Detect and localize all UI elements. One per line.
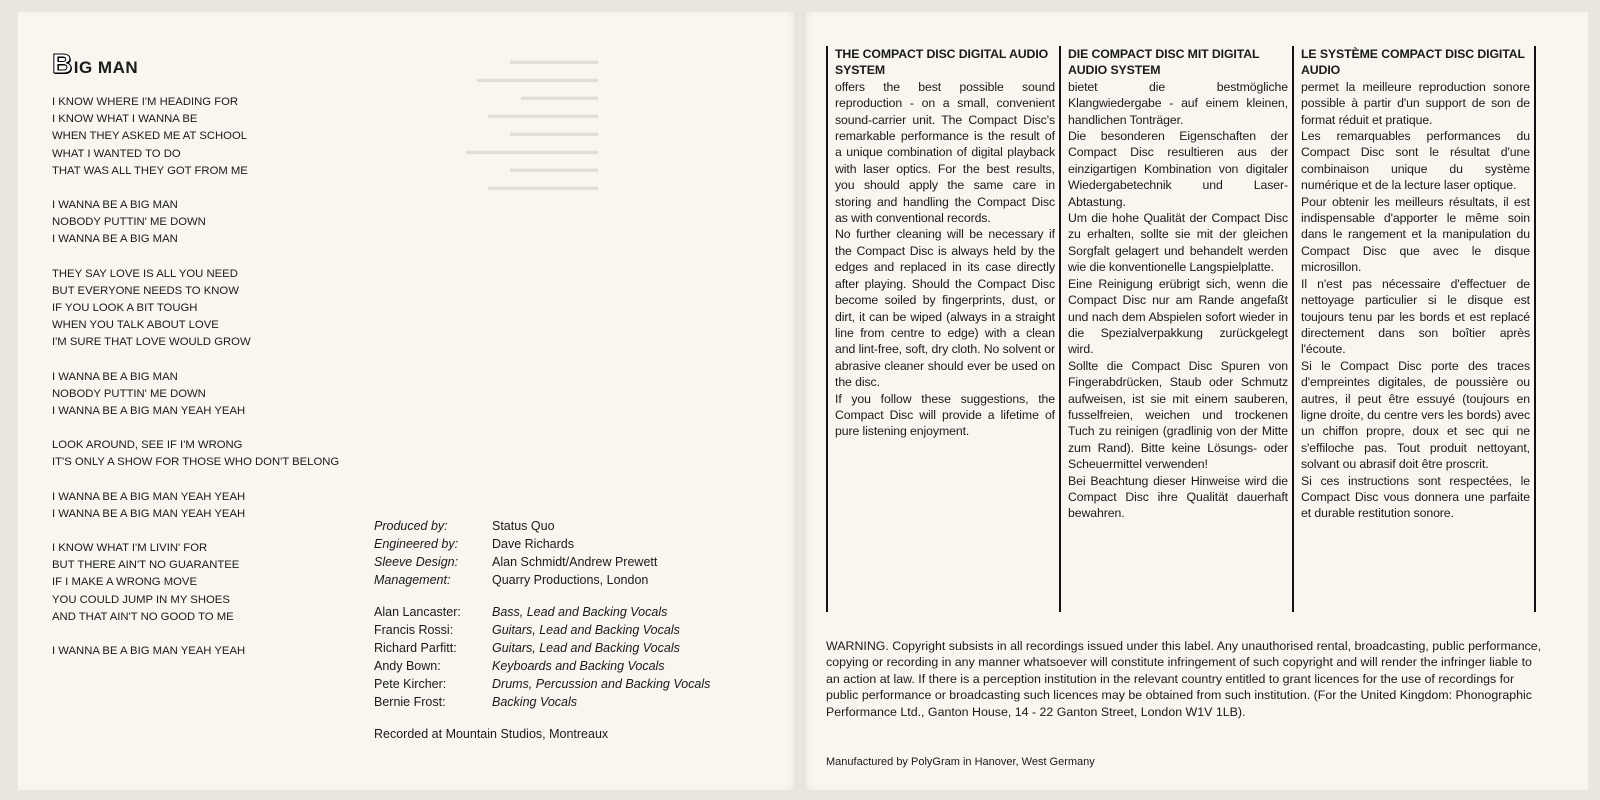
english-paragraph: If you follow these suggestions, the Compact Disc will provide a lifetime of pure listening enjoyment. — [835, 391, 1055, 439]
lyric-stanza — [52, 437, 432, 471]
credit-role: Produced by: — [374, 519, 448, 533]
french-paragraph: Les remarquables performances du Compact Disc sont le résultat d'une combinaison unique du système numérique et de la lecture laser optique. — [1301, 129, 1530, 193]
lyric-line: I'M SURE THAT LOVE WOULD GROW — [52, 336, 251, 349]
lyric-line: I KNOW WHAT I WANNA BE — [52, 113, 198, 126]
band-members — [374, 603, 710, 711]
member-role: Bass, Lead and Backing Vocals — [492, 605, 668, 619]
bleed-through-text: ▬▬▬▬▬▬▬▬ ▬▬▬▬▬▬▬▬▬▬▬ ▬▬▬▬▬▬▬ ▬▬▬▬▬▬▬▬▬▬ ▬▬▬▬▬▬▬▬ ▬▬▬▬▬▬▬▬▬▬▬▬ ▬▬▬▬▬▬▬▬ ▬▬▬▬▬▬▬▬▬▬ — [466, 55, 598, 193]
title-initial: B — [52, 48, 73, 79]
lyric-line: I KNOW WHERE I'M HEADING FOR — [52, 96, 239, 108]
credit-name: Quarry Productions, London — [492, 573, 649, 587]
english-paragraphs — [835, 79, 1055, 440]
lyric-stanza — [52, 94, 432, 180]
german-title: DIE COMPACT DISC MIT DIGITAL AUDIO SYSTEM — [1068, 47, 1260, 78]
manufacturer-note: Manufactured by PolyGram in Hanover, West Germany — [826, 756, 1095, 768]
album-credits — [374, 517, 710, 741]
english-paragraph: offers the best possible sound reproduction - on a small, convenient sound-carrier unit. The Compact Disc's remarkable performance is the result of a unique combination of digital playback with laser optics. For the best results, you should apply the same care in storing and handling the Compact Disc as with conventional records. — [835, 79, 1055, 226]
credit-row — [374, 517, 710, 535]
lyric-line: I WANNA BE A BIG MAN YEAH YEAH — [52, 405, 246, 418]
member-role: Keyboards and Backing Vocals — [492, 659, 665, 673]
member-role: Drums, Percussion and Backing Vocals — [492, 677, 711, 691]
german-paragraph: Die besonderen Eigenschaften der Compact Disc resultieren aus der einzigartigen Kombination von digitaler Wiedergabetechnik und Laser-Abtastung. — [1068, 129, 1288, 209]
member-name: Pete Kircher: — [374, 677, 447, 691]
lyric-line: YOU COULD JUMP IN MY SHOES — [52, 593, 230, 606]
french-paragraph: Il n'est pas nécessaire d'effectuer de nettoyage particulier si le disque est toujours tenu par les bords et est replacé directement dans son boîtier après l'écoute. — [1301, 276, 1530, 357]
lyric-stanza — [52, 369, 432, 421]
french-column — [1292, 46, 1536, 612]
credit-role: Sleeve Design: — [374, 555, 459, 569]
member-row — [374, 621, 710, 639]
lyric-line: IF YOU LOOK A BIT TOUGH — [52, 302, 198, 315]
lyric-line: NOBODY PUTTIN' ME DOWN — [52, 216, 206, 229]
lyric-line: I WANNA BE A BIG MAN — [52, 233, 178, 246]
lyric-line: WHEN THEY ASKED ME AT SCHOOL — [52, 130, 248, 143]
credit-name: Status Quo — [492, 519, 555, 533]
lyric-line: I WANNA BE A BIG MAN — [52, 199, 178, 212]
lyric-line: NOBODY PUTTIN' ME DOWN — [52, 387, 206, 400]
production-credits — [374, 517, 710, 589]
lyric-stanza — [52, 266, 432, 352]
french-paragraph: Si le Compact Disc porte des traces d'empreintes digitales, de poussière ou autres, il peut être essuyé (toujours en ligne droite, du centre vers les bords) avec un chiffon propre, doux et sec qui ne s'effiloche pas. Tout produit nettoyant, solvant ou abrasif doit être proscrit. — [1301, 358, 1530, 472]
member-name: Richard Parfitt: — [374, 641, 457, 655]
lyric-line: THEY SAY LOVE IS ALL YOU NEED — [52, 267, 238, 280]
credit-name: Alan Schmidt/Andrew Prewett — [492, 555, 658, 569]
lyric-line: WHEN YOU TALK ABOUT LOVE — [52, 319, 219, 332]
lyric-line: BUT THERE AIN'T NO GUARANTEE — [52, 559, 240, 572]
credit-row — [374, 553, 710, 571]
german-column — [1059, 46, 1292, 612]
english-column — [826, 46, 1059, 612]
credit-row — [374, 535, 710, 553]
member-role: Backing Vocals — [492, 695, 577, 709]
lyric-line: THAT WAS ALL THEY GOT FROM ME — [52, 164, 248, 177]
french-title: LE SYSTÈME COMPACT DISC DIGITAL AUDIO — [1301, 47, 1525, 78]
lyric-line: I WANNA BE A BIG MAN YEAH YEAH — [52, 490, 246, 503]
german-paragraph: Um die hohe Qualität der Compact Disc zu erhalten, sollte sie mit der gleichen Sorgfalt gelagert und behandelt werden wie die konventionelle Langspielplatte. — [1068, 211, 1288, 275]
french-paragraphs — [1301, 79, 1530, 522]
member-name: Francis Rossi: — [374, 623, 454, 637]
french-paragraph: Pour obtenir les meilleurs résultats, il est indispensable d'apporter le même soin dans le rangement et la manipulation du Compact Disc que avec le disque microsillon. — [1301, 194, 1530, 275]
member-row — [374, 603, 710, 621]
lyric-line: IT'S ONLY A SHOW FOR THOSE WHO DON'T BELONG — [52, 456, 340, 469]
credit-name: Dave Richards — [492, 537, 574, 551]
member-row — [374, 657, 710, 675]
german-paragraph: bietet die bestmögliche Klangwiedergabe - auf einem kleinen, handlichen Tonträger. — [1068, 79, 1288, 127]
cd-info-columns — [826, 46, 1536, 612]
english-title: THE COMPACT DISC DIGITAL AUDIO SYSTEM — [835, 47, 1049, 78]
title-rest: IG MAN — [73, 58, 139, 77]
credit-role: Engineered by: — [374, 537, 459, 551]
lyric-line: LOOK AROUND, SEE IF I'M WRONG — [52, 439, 243, 452]
lyrics-page — [18, 12, 798, 790]
lyric-line: I WANNA BE A BIG MAN — [52, 370, 178, 383]
copyright-warning: WARNING. Copyright subsists in all recordings issued under this label. Any unauthorised rental, broadcasting, public performance, copying or recording in any manner whatsoever will constitute infringement of such copyright and will render the infringer liable to an action at law. If there is a perception institution in the relevant country entitled to grant licences for the use of recordings for public performance or broadcasting such licences may be obtained from such institution. (For the United Kingdom: Phonographic Performance Ltd., Ganton House, 14 - 22 Ganton Street, London W1V 1LB). — [826, 639, 1542, 719]
member-name: Bernie Frost: — [374, 695, 446, 709]
lyric-line: I KNOW WHAT I'M LIVIN' FOR — [52, 542, 208, 555]
lyric-line: BUT EVERYONE NEEDS TO KNOW — [52, 284, 239, 297]
lyric-line: I WANNA BE A BIG MAN YEAH YEAH — [52, 507, 246, 520]
cd-info-page — [802, 12, 1588, 790]
member-role: Guitars, Lead and Backing Vocals — [492, 623, 680, 637]
german-paragraph: Bei Beachtung dieser Hinweise wird die Compact Disc ihre Qualität dauerhaft bewahren. — [1068, 473, 1288, 521]
recorded-at: Recorded at Mountain Studios, Montreaux — [374, 727, 609, 741]
french-paragraph: permet la meilleure reproduction sonore possible à partir d'un support de son de format réduit et pratique. — [1301, 79, 1530, 127]
english-paragraph: No further cleaning will be necessary if the Compact Disc is always held by the edges and replaced in its case directly after playing. Should the Compact Disc become soiled by fingerprints, dust, or dirt, it can be wiped (always in a straight line from centre to edge) with a clean and lint-free, soft, dry cloth. No solvent or abrasive cleaner should ever be used on the disc. — [835, 227, 1055, 390]
lyric-line: IF I MAKE A WRONG MOVE — [52, 576, 197, 589]
lyric-stanza — [52, 197, 432, 249]
credit-row — [374, 571, 710, 589]
german-paragraphs — [1068, 79, 1288, 522]
lyric-line: I WANNA BE A BIG MAN YEAH YEAH — [52, 645, 246, 658]
lyric-line: WHAT I WANTED TO DO — [52, 147, 181, 160]
german-paragraph: Sollte die Compact Disc Spuren von Fingerabdrücken, Staub oder Schmutz aufweisen, ist sie mit einem sauberen, fusselfreien, weichen und trockenen Tuch zu reinigen (gradlinig von der Mitte zum Rand). Bitte keine Lösungs- oder Scheuermittel verwenden! — [1068, 358, 1288, 472]
lyric-line: AND THAT AIN'T NO GOOD TO ME — [52, 610, 234, 623]
member-role: Guitars, Lead and Backing Vocals — [492, 641, 680, 655]
member-row — [374, 693, 710, 711]
credit-role: Management: — [374, 573, 451, 587]
german-paragraph: Eine Reinigung erübrigt sich, wenn die Compact Disc nur am Rande angefaßt und nach dem Abspielen sofort wieder in die Spezialverpakkung zurückgelegt wird. — [1068, 276, 1288, 357]
member-row — [374, 639, 710, 657]
member-row — [374, 675, 710, 693]
member-name: Alan Lancaster: — [374, 605, 461, 619]
song-title — [52, 48, 432, 80]
member-name: Andy Bown: — [374, 659, 441, 673]
french-paragraph: Si ces instructions sont respectées, le Compact Disc vous donnera une parfaite et durable restitution sonore. — [1301, 473, 1530, 521]
